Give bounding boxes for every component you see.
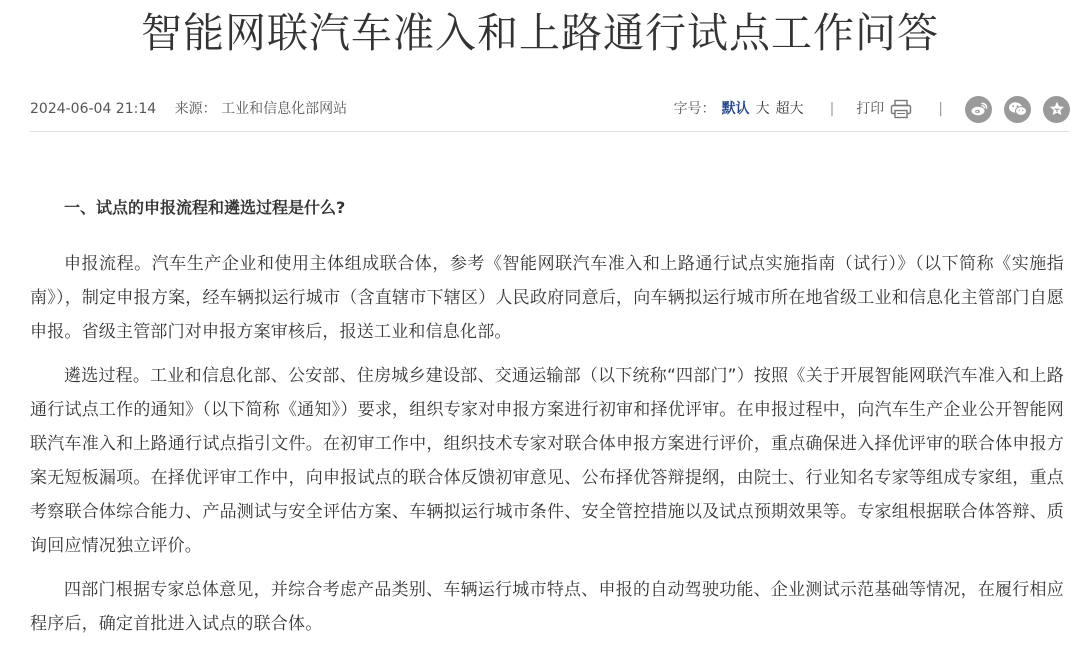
weibo-icon[interactable] xyxy=(965,96,992,123)
article-meta-bar xyxy=(30,98,1070,120)
paragraph-application-process: 申报流程。汽车生产企业和使用主体组成联合体，参考《智能网联汽车准入和上路通行试点实施指南（试行）》（以下简称《实施指南》），制定申报方案，经车辆拟运行城市（含直辖市下辖区）人民政府同意后，向车辆拟运行城市所在地省级工业和信息化主管部门自愿申报。省级主管部门对申报方案审核后，报送工业和信息化部。 xyxy=(30,254,1064,342)
share-icons xyxy=(965,96,1070,123)
paragraph-final-decision: 四部门根据专家总体意见，并综合考虑产品类别、车辆运行城市特点、申报的自动驾驶功能、企业测试示范基础等情况，在履行相应程序后，确定首批进入试点的联合体。 xyxy=(30,580,1064,634)
article-info xyxy=(30,98,361,120)
article-title: 智能网联汽车准入和上路通行试点工作问答 xyxy=(141,9,939,57)
wechat-icon[interactable] xyxy=(1004,96,1031,123)
font-size-default[interactable]: 默认 xyxy=(721,101,750,117)
printer-icon xyxy=(890,99,912,119)
article-toolbar xyxy=(674,92,1070,126)
font-size-label: 字号： xyxy=(673,101,716,117)
print-label: 打印 xyxy=(856,101,885,117)
font-size-large[interactable]: 大 xyxy=(755,101,770,117)
paragraph-selection-process: 遴选过程。工业和信息化部、公安部、住房城乡建设部、交通运输部（以下统称“四部门”）按照《关于开展智能网联汽车准入和上路通行试点工作的通知》（以下简称《通知》）要求，组织专家对申报方案进行初审和择优评审。在申报过程中，向汽车生产企业公开智能网联汽车准入和上路通行试点指引文件。在初审工作中，组织技术专家对联合体申报方案进行评价，重点确保进入择优评审的联合体申报方案无短板漏项。在择优评审工作中，向申报试点的联合体反馈初审意见、公布择优答辩提纲，由院士、行业知名专家等组成专家组，重点考察联合体综合能力、产品测试与安全评估方案、车辆拟运行城市条件、安全管控措施以及试点预期效果等。专家组根据联合体答辩、质询回应情况独立评价。 xyxy=(30,366,1064,556)
article-body xyxy=(30,189,1064,651)
section-heading: 一、试点的申报流程和遴选过程是什么? xyxy=(64,198,346,217)
toolbar-separator-2: | xyxy=(938,101,943,117)
meta-divider xyxy=(30,131,1070,132)
publish-date: 2024-06-04 21:14 xyxy=(30,101,157,117)
print-button[interactable] xyxy=(856,98,912,120)
article-source: 来源： 工业和信息化部网站 xyxy=(174,101,348,117)
favorite-icon[interactable] xyxy=(1043,96,1070,123)
toolbar-separator: | xyxy=(829,101,835,117)
font-size-xlarge[interactable]: 超大 xyxy=(775,101,804,117)
